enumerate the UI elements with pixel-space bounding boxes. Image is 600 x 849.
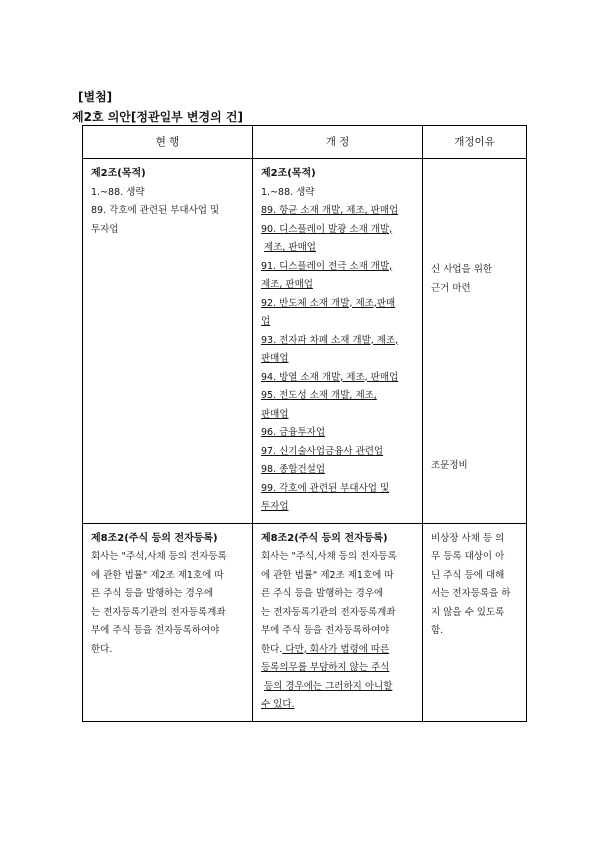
text-line: 른 주식 등을 발행하는 경우에 xyxy=(91,588,214,599)
text-line: 회사는 "주식,사채 등의 전자등록 xyxy=(91,551,227,562)
added-line: 97. 신기술사업금융사 관련업 xyxy=(261,445,384,457)
header-reason: 개정이유 xyxy=(423,126,527,159)
added-line: 92. 반도체 소재 개발, 제조,판매 xyxy=(261,297,396,309)
added-line: 판매업 xyxy=(261,353,289,364)
section-title: 제2조(목적) xyxy=(91,168,146,179)
text-line: 무 등록 대상이 아 xyxy=(431,551,505,562)
text-line: 1.~88. 생략 xyxy=(261,186,315,198)
text-line: 른 주식 등을 발행하는 경우에 xyxy=(261,588,384,599)
text-line: 비상장 사채 등 의 xyxy=(431,532,505,544)
added-line: 91. 디스플레이 전극 소재 개발, xyxy=(261,260,393,272)
text-line: 조문정비 xyxy=(431,460,468,471)
added-line: 제조, 판매업 xyxy=(264,242,316,253)
section-title: 제8조2(주식 등의 전자등록) xyxy=(261,532,388,544)
added-line: 89. 항균 소재 개발, 제조, 판매업 xyxy=(261,205,399,216)
current-article-2 xyxy=(83,159,253,524)
reason-article-cleanup xyxy=(431,457,468,476)
added-line: 제조, 판매업 xyxy=(261,279,313,290)
text-line: 근거 마련 xyxy=(431,282,471,294)
text-line: 부에 주식 등을 전자등록하여야 xyxy=(261,625,390,636)
text-line: 89. 각호에 관련된 부대사업 및 xyxy=(91,205,220,216)
added-line: 등록의무를 부담하지 않는 주식 xyxy=(261,662,390,673)
text-line: 투자업 xyxy=(91,223,119,235)
added-line: 투자업 xyxy=(261,501,289,512)
header-current: 현 행 xyxy=(83,126,253,159)
attachment-label: [별첨] xyxy=(78,90,113,104)
text-line: 한다. xyxy=(91,643,113,655)
added-line: 업 xyxy=(261,316,271,327)
text-line: 회사는 "주식,사채 등의 전자등록 xyxy=(261,551,397,562)
current-article-8-2 xyxy=(83,523,253,721)
revised-article-8-2 xyxy=(253,523,423,721)
added-line: 다만, 회사가 법령에 따른 xyxy=(282,643,390,655)
reason-new-business xyxy=(431,261,492,298)
header-revised: 개 정 xyxy=(253,126,423,159)
reason-article-8-2 xyxy=(423,523,527,721)
added-line: 수 있다. xyxy=(261,699,295,710)
text-line: 함. xyxy=(431,625,444,636)
text-line: 닌 주식 등에 대해 xyxy=(431,569,505,581)
text-line: 에 관한 법률" 제2조 제1호에 따 xyxy=(91,569,224,581)
section-title: 제8조2(주식 등의 전자등록) xyxy=(91,532,218,544)
added-line: 95. 전도성 소재 개발, 제조, xyxy=(261,390,377,401)
text-line: 서는 전자등록을 하 xyxy=(431,588,511,599)
added-line: 96. 금융투자업 xyxy=(261,427,326,438)
added-line: 99. 각호에 관련된 부대사업 및 xyxy=(261,482,390,494)
text-line: 는 전자등록기관의 전자등록계좌 xyxy=(261,606,396,618)
revised-article-2 xyxy=(253,159,423,524)
text-line: 부에 주식 등을 전자등록하여야 xyxy=(91,625,220,636)
text-line: 신 사업을 위한 xyxy=(431,264,493,275)
text-line: 1.~88. 생략 xyxy=(91,186,145,198)
table-row xyxy=(83,523,527,721)
text-line: 는 전자등록기관의 전자등록계좌 xyxy=(91,606,226,618)
reason-article-2 xyxy=(423,159,527,524)
added-line: 94. 방열 소재 개발, 제조, 판매업 xyxy=(261,371,399,383)
text-line: 지 않을 수 있도록 xyxy=(431,606,505,618)
added-line: 90. 디스플레이 발광 소재 개발, xyxy=(261,223,393,235)
added-line: 등의 경우에는 그러하지 아니할 xyxy=(264,680,393,692)
added-line: 98. 종합건설업 xyxy=(261,464,326,475)
amendment-table xyxy=(82,125,527,722)
table-header-row xyxy=(83,126,527,159)
text-line: 한다. xyxy=(261,643,283,655)
agenda-title: 제2호 의안[정관일부 변경의 건] xyxy=(72,110,243,124)
text-line: 에 관한 법률" 제2조 제1호에 따 xyxy=(261,569,394,581)
added-line: 93. 전자파 차폐 소재 개발, 제조, xyxy=(261,334,399,346)
section-title: 제2조(목적) xyxy=(261,168,316,179)
added-line: 판매업 xyxy=(261,408,289,420)
table-row xyxy=(83,159,527,524)
